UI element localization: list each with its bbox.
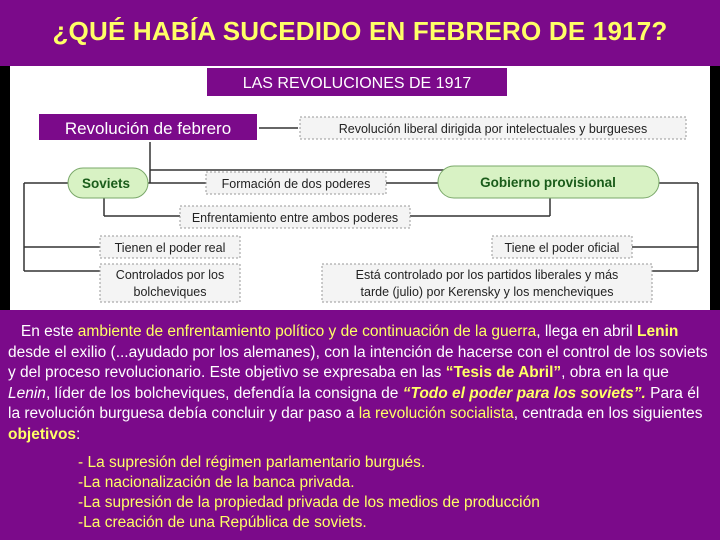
liberal-label: Revolución liberal dirigida por intelectuales y burgueses xyxy=(338,122,648,136)
official-power-label: Tiene el poder oficial xyxy=(504,241,620,255)
text-run: , centrada en los siguientes xyxy=(513,405,703,422)
dual-power-label: Formación de dos poderes xyxy=(221,177,371,191)
objectives-list xyxy=(78,453,540,533)
objective-item: -La supresión de la propiedad privada de los medios de producción xyxy=(78,494,540,511)
lenin-italic: Lenin xyxy=(8,384,46,402)
diagram-header-text: LAS REVOLUCIONES DE 1917 xyxy=(242,75,472,92)
body-paragraph xyxy=(8,322,714,445)
objective-item: - La supresión del régimen parlamentario burgués. xyxy=(78,454,426,471)
text-run: , obra en la que xyxy=(561,364,669,381)
provisional-gov-label: Gobierno provisional xyxy=(480,175,616,190)
text-run: Para él la revolución burguesa debía concluir y dar paso a xyxy=(8,384,700,422)
highlight-socialist-revolution: la revolución socialista xyxy=(358,405,514,422)
soviets-label: Soviets xyxy=(81,176,131,191)
title-bar xyxy=(0,0,720,66)
highlight-objectives: objetivos xyxy=(8,425,77,443)
bolshevik-control-line2: bolcheviques xyxy=(133,285,207,299)
text-run: En este xyxy=(20,323,78,340)
text-run: : xyxy=(76,425,81,443)
slide-body xyxy=(0,310,720,540)
revolutions-diagram xyxy=(10,66,710,310)
text-run: desde el exilio (...ayudado por los alemanes), con la intención de hacerse con el control de los soviets y del proceso revolucionario. Este objetivo se expresaba en las xyxy=(8,343,708,381)
liberal-control-line2: tarde (julio) por Kerensky y los mencheviques xyxy=(360,285,614,299)
diagram-svg xyxy=(10,66,710,310)
liberal-control-line1: Está controlado por los partidos liberales y más xyxy=(355,268,619,282)
highlight-context: ambiente de enfrentamiento político y de continuación de la guerra xyxy=(77,323,537,340)
highlight-slogan: “Todo el poder para los soviets”. xyxy=(402,384,646,402)
text-run: , llega en abril xyxy=(536,323,638,340)
objective-item: -La creación de una República de soviets. xyxy=(78,514,367,531)
highlight-april-theses: “Tesis de Abril” xyxy=(445,364,562,381)
confrontation-label: Enfrentamiento entre ambos poderes xyxy=(191,211,399,225)
slide-title: ¿QUÉ HABÍA SUCEDIDO EN FEBRERO DE 1917? xyxy=(52,16,668,46)
real-power-label: Tienen el poder real xyxy=(114,241,226,255)
objective-item: -La nacionalización de la banca privada. xyxy=(78,474,355,491)
highlight-lenin: Lenin xyxy=(637,323,679,340)
bolshevik-control-line1: Controlados por los xyxy=(115,268,225,282)
revolution-label: Revolución de febrero xyxy=(64,119,232,138)
text-run: , líder de los bolcheviques, defendía la consigna de xyxy=(45,384,403,402)
